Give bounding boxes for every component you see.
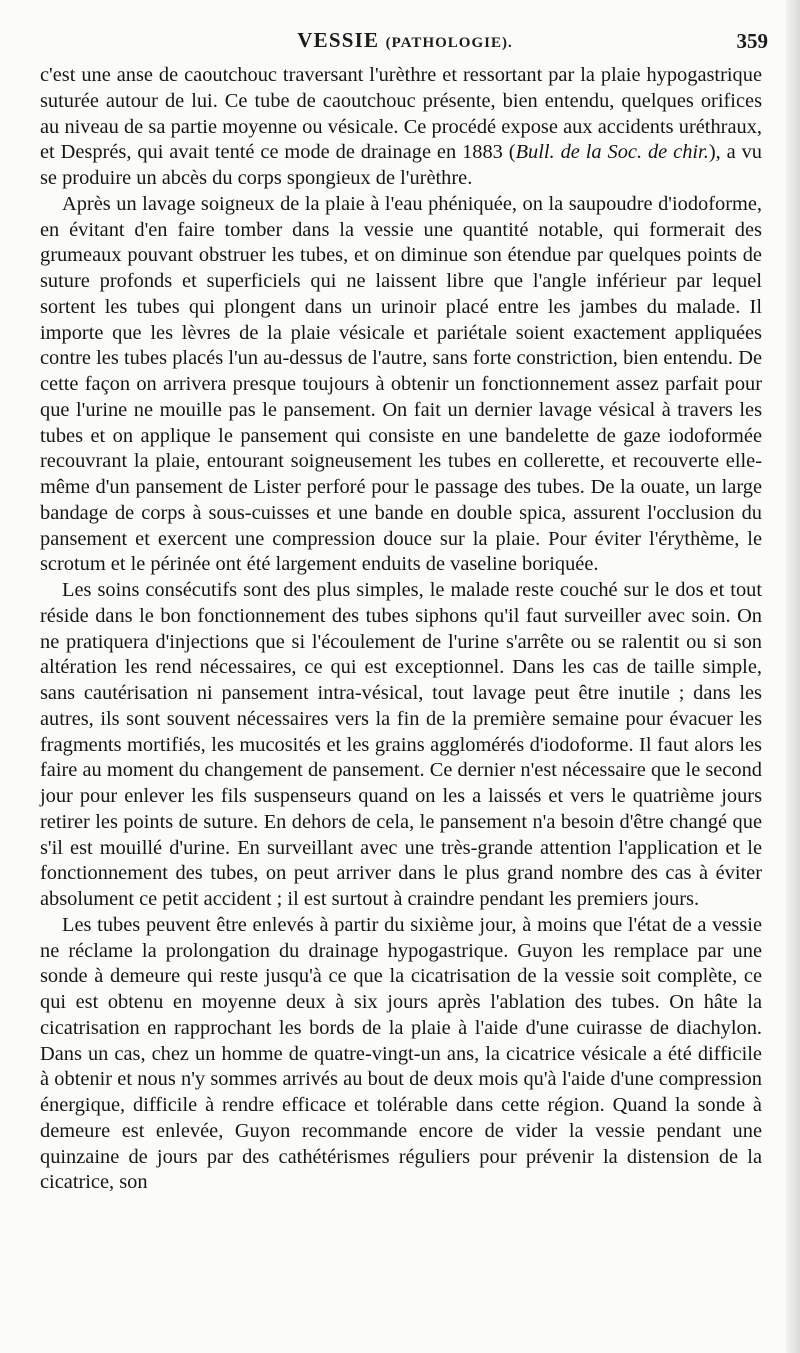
paragraph-text: Les soins consécutifs sont des plus simples, le malade reste couché sur le dos et tout réside dans le bon fonctionnement des tubes siphons qu'il faut surveiller avec soin. On ne pratiquera d'injections que si l'écoulement de l'urine s'arrête ou se ralentit ou si son altération les rend nécessaires, ce qui est exceptionnel. Dans les cas de taille simple, sans cautérisation ni pansement intra-vésical, tout lavage peut être inutile ; dans les autres, ils sont souvent nécessaires vers la fin de la première semaine pour évacuer les fragments mortifiés, les mucosités et les grains agglomérés d'iodoforme. Il faut alors les faire au moment du changement de pansement. Ce dernier n'est nécessaire que le second jour pour enlever les fils suspenseurs quand on les a laissés et vers le quatrième jours retirer les points de suture. En dehors de cela, le pansement n'a besoin d'être changé que s'il est mouillé d'urine. En surveillant avec une très-grande attention l'application et le fonctionnement des tubes, on peut arriver dans le plus grand nombre des cas à éviter absolument ce petit accident ; il est surtout à craindre pendant les premiers jours. bbox=[40, 579, 762, 910]
body-text bbox=[40, 63, 762, 1196]
paragraph-1 bbox=[40, 63, 762, 192]
paragraph-4 bbox=[40, 913, 762, 1196]
paragraph-text: Les tubes peuvent être enlevés à partir du sixième jour, à moins que l'état de a vessie ne réclame la prolongation du drainage hypogastrique. Guyon les remplace par une sonde à demeure qui reste jusqu'à ce que la cicatrisation de la vessie soit complète, ce qui est obtenu en moyenne deux à six jours après l'ablation des tubes. On hâte la cicatrisation en rapprochant les bords de la plaie à l'aide d'une cuirasse de diachylon. Dans un cas, chez un homme de quatre-vingt-un ans, la cicatrice vésicale a été difficile à obtenir et nous n'y sommes arrivés au bout de deux mois qu'à l'aide d'une compression énergique, difficile à rendre efficace et tolérable dans cette région. Quand la sonde à demeure est enlevée, Guyon recommande encore de vider la vessie pendant une quinzaine de jours par des cathétérismes réguliers pour prévenir la distension de la cicatrice, son bbox=[40, 913, 762, 1194]
citation-italic: Bull. de la Soc. de chir. bbox=[515, 141, 709, 164]
paragraph-2 bbox=[40, 192, 762, 578]
running-header bbox=[40, 28, 770, 60]
paragraph-text: Après un lavage soigneux de la plaie à l'eau phéniquée, on la saupoudre d'iodoforme, en évitant d'en faire tomber dans la vessie une quantité notable, qui formerait des grumeaux pouvant obstruer les tubes, et on diminue son étendue par quelques points de suture profonds et superficiels qui ne laissent libre que l'angle inférieur par lequel sortent les tubes qui plongent dans un urinoir placé entre les jambes du malade. Il importe que les lèvres de la plaie vésicale et pariétale soient exactement appliquées contre les tubes placés l'un au-dessus de l'autre, sans forte constriction, bien entendu. De cette façon on arrivera presque toujours à obtenir un fonctionnement assez parfait pour que l'urine ne mouille pas le pansement. On fait un dernier lavage vésical à travers les tubes et on applique le pansement qui consiste en une bandelette de gaze iodoformée recouvrant la plaie, entourant soigneusement les tubes en collerette, et recouverte elle-même d'un pansement de Lister perforé pour le passage des tubes. De la ouate, un large bandage de corps à sous-cuisses et une bande en double spica, assurent l'occlusion du pansement et exercent une compression douce sur la plaie. Pour éviter l'érythème, le scrotum et le périnée ont été largement enduits de vaseline boriquée. bbox=[40, 192, 762, 576]
page-gutter-shadow bbox=[786, 0, 800, 1353]
paragraph-text: ), a vu se produire un abcès du corps spongieux de l'urèthre. bbox=[40, 141, 762, 189]
paragraph-text: c'est une anse de caoutchouc traversant l'urèthre et ressortant par la plaie hypogastrique suturée autour de lui. Ce tube de caoutchouc présente, bien entendu, quelques orifices au niveau de sa partie moyenne ou vésicale. Ce procédé expose aux accidents uréthraux, et Després, qui avait tenté ce mode de drainage en 1883 ( bbox=[40, 64, 762, 164]
running-title-main: VESSIE bbox=[297, 28, 380, 52]
page-number: 359 bbox=[736, 29, 768, 53]
running-title bbox=[40, 28, 770, 53]
running-title-sub: (PATHOLOGIE). bbox=[385, 35, 513, 51]
paragraph-3 bbox=[40, 578, 762, 913]
